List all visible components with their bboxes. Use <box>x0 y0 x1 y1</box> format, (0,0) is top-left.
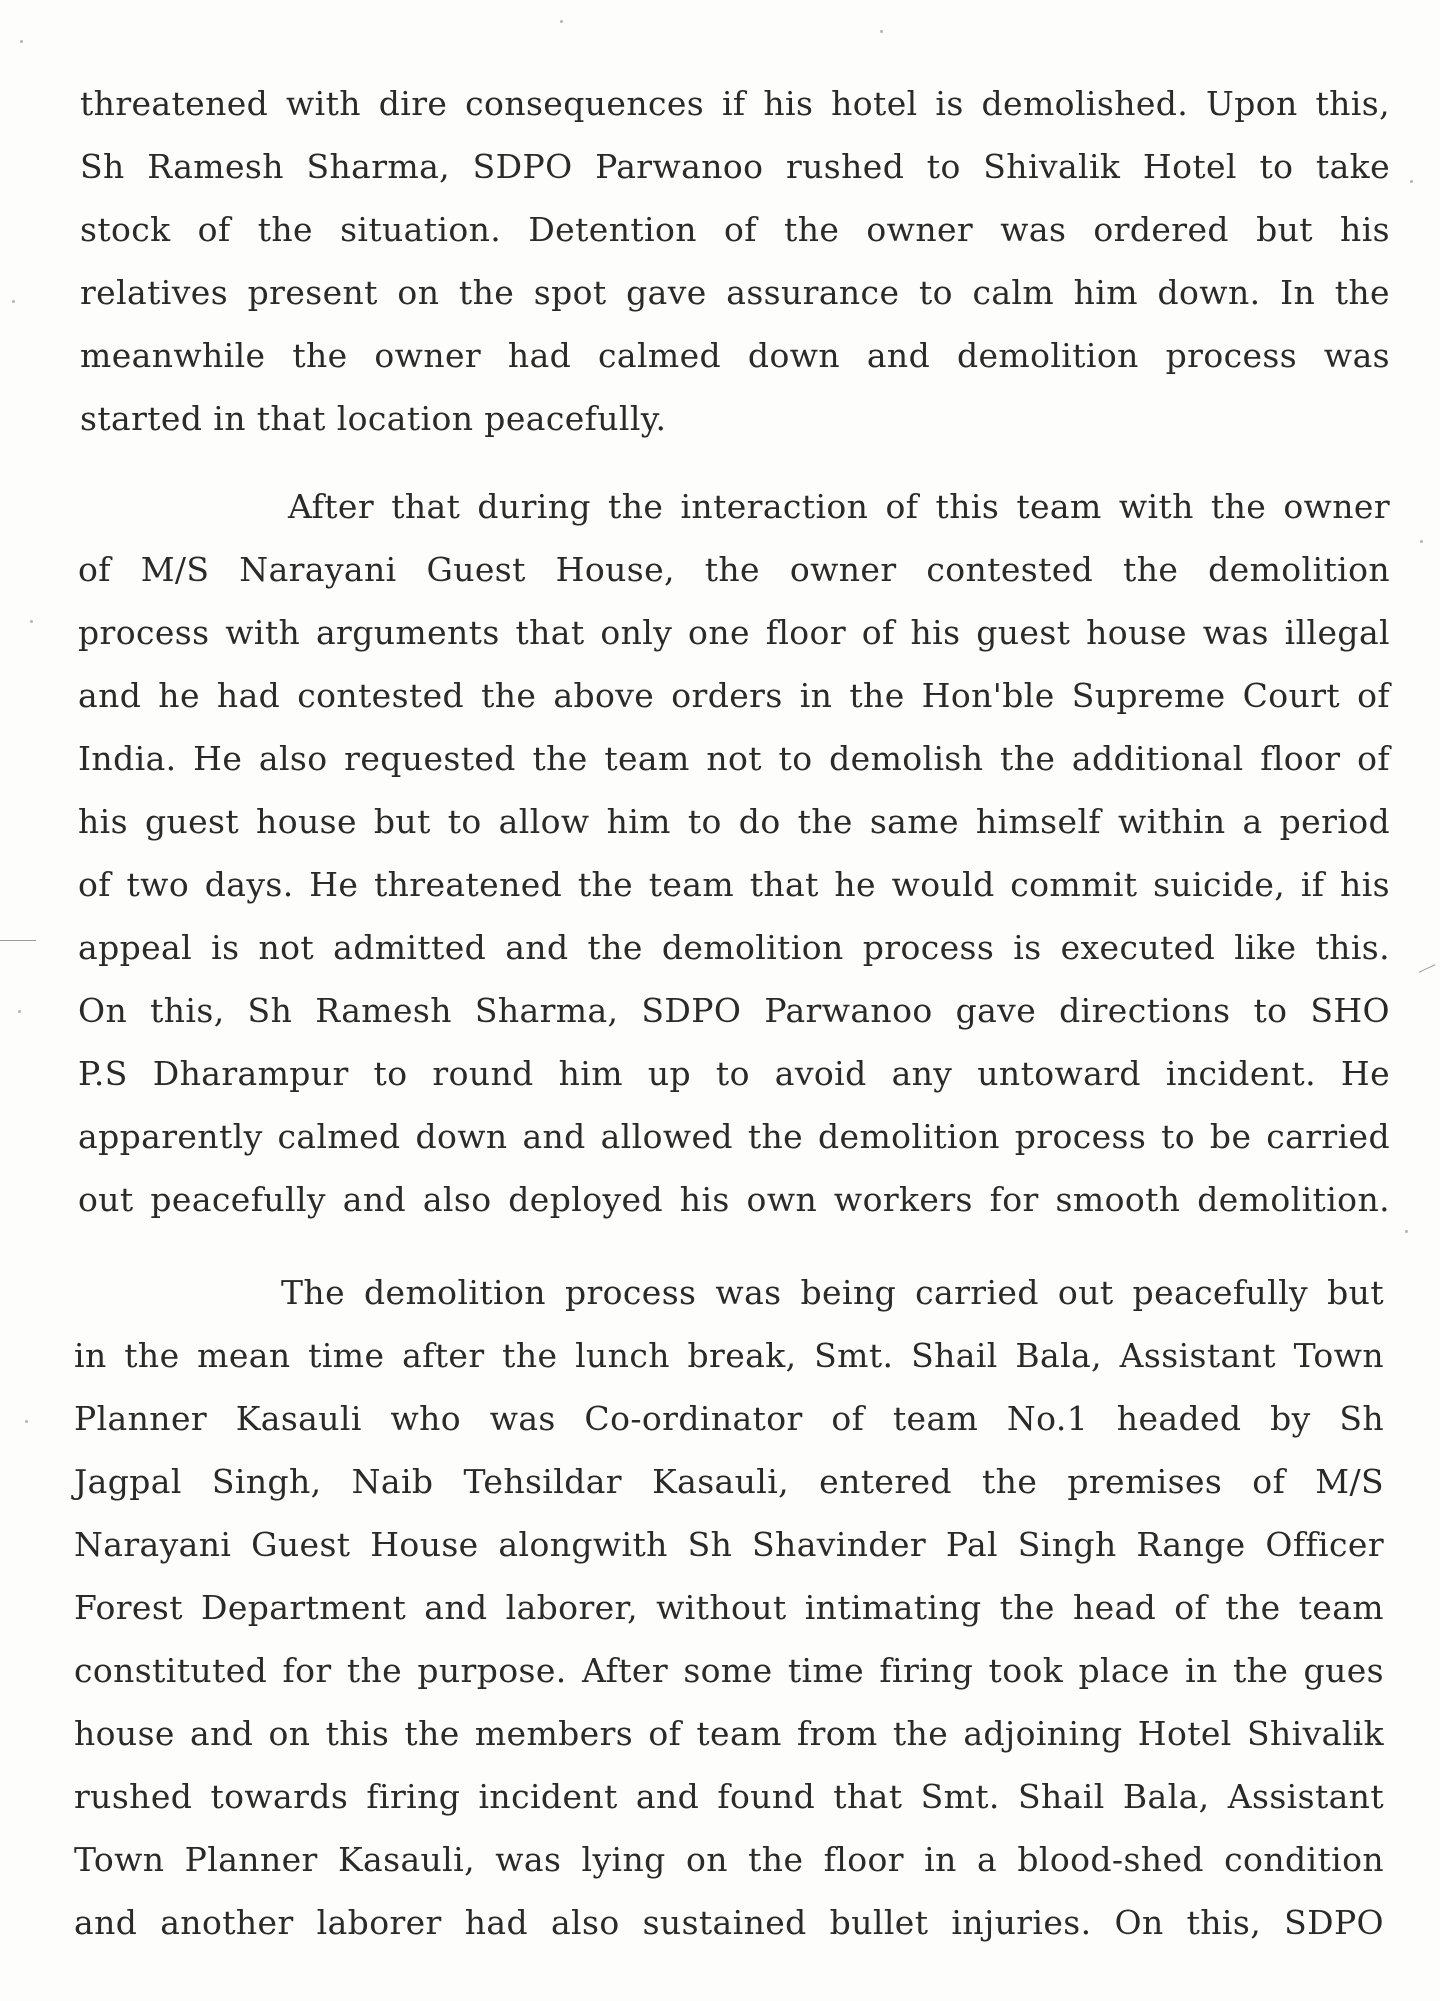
scan-speck <box>1420 540 1423 543</box>
text-line: The demolition process was being carried out peacefully but <box>281 1273 1384 1312</box>
text-line: P.S Dharampur to round him up to avoid any untoward incident. He <box>78 1054 1390 1093</box>
scan-speck <box>12 300 15 303</box>
text-line: and another laborer had also sustained bullet injuries. On this, SDPO <box>74 1903 1384 1942</box>
text-line: meanwhile the owner had calmed down and demolition process was <box>80 336 1390 375</box>
paragraph-2 <box>78 475 1390 1231</box>
text-line: On this, Sh Ramesh Sharma, SDPO Parwanoo gave directions to SHO <box>78 991 1390 1030</box>
text-line: his guest house but to allow him to do the same himself within a period <box>78 802 1390 841</box>
scan-speck <box>20 40 23 43</box>
text-line: Planner Kasauli who was Co-ordinator of team No.1 headed by Sh <box>74 1399 1384 1438</box>
text-line: house and on this the members of team from the adjoining Hotel Shivalik <box>74 1714 1384 1753</box>
scan-speck <box>1405 1230 1408 1233</box>
scan-edge-mark <box>0 940 36 941</box>
text-line: Jagpal Singh, Naib Tehsildar Kasauli, entered the premises of M/S <box>74 1462 1384 1501</box>
text-line: in the mean time after the lunch break, Smt. Shail Bala, Assistant Town <box>74 1336 1384 1375</box>
text-line: Sh Ramesh Sharma, SDPO Parwanoo rushed to Shivalik Hotel to take <box>80 147 1390 186</box>
scan-speck <box>1410 180 1413 183</box>
paragraph-1 <box>80 72 1390 450</box>
text-line: threatened with dire consequences if his hotel is demolished. Upon this, <box>80 84 1390 123</box>
text-line: process with arguments that only one floor of his guest house was illegal <box>78 613 1390 652</box>
text-line: India. He also requested the team not to demolish the additional floor of <box>78 739 1390 778</box>
scan-edge-mark <box>1419 964 1436 973</box>
scan-speck <box>880 30 883 33</box>
text-line: rushed towards firing incident and found that Smt. Shail Bala, Assistant <box>74 1777 1384 1816</box>
scan-speck <box>25 1420 28 1423</box>
text-line: Narayani Guest House alongwith Sh Shavinder Pal Singh Range Officer <box>74 1525 1384 1564</box>
text-line: of M/S Narayani Guest House, the owner contested the demolition <box>78 550 1390 589</box>
scan-speck <box>560 20 563 23</box>
text-line: Town Planner Kasauli, was lying on the floor in a blood-shed condition <box>74 1840 1384 1879</box>
text-line: After that during the interaction of this team with the owner <box>288 487 1390 526</box>
paragraph-3 <box>74 1261 1384 1954</box>
text-line: and he had contested the above orders in the Hon'ble Supreme Court of <box>78 676 1390 715</box>
text-line: relatives present on the spot gave assurance to calm him down. In the <box>80 273 1390 312</box>
text-line: apparently calmed down and allowed the demolition process to be carried <box>78 1117 1390 1156</box>
text-line: out peacefully and also deployed his own workers for smooth demolition. <box>78 1180 1390 1219</box>
text-line: appeal is not admitted and the demolition process is executed like this. <box>78 928 1390 967</box>
scan-speck <box>18 1010 21 1013</box>
text-line: started in that location peacefully. <box>80 399 667 438</box>
text-line: stock of the situation. Detention of the owner was ordered but his <box>80 210 1390 249</box>
scan-speck <box>30 620 33 623</box>
text-line: Forest Department and laborer, without intimating the head of the team <box>74 1588 1384 1627</box>
text-line: of two days. He threatened the team that he would commit suicide, if his <box>78 865 1390 904</box>
text-line: constituted for the purpose. After some time firing took place in the gues <box>74 1651 1384 1690</box>
